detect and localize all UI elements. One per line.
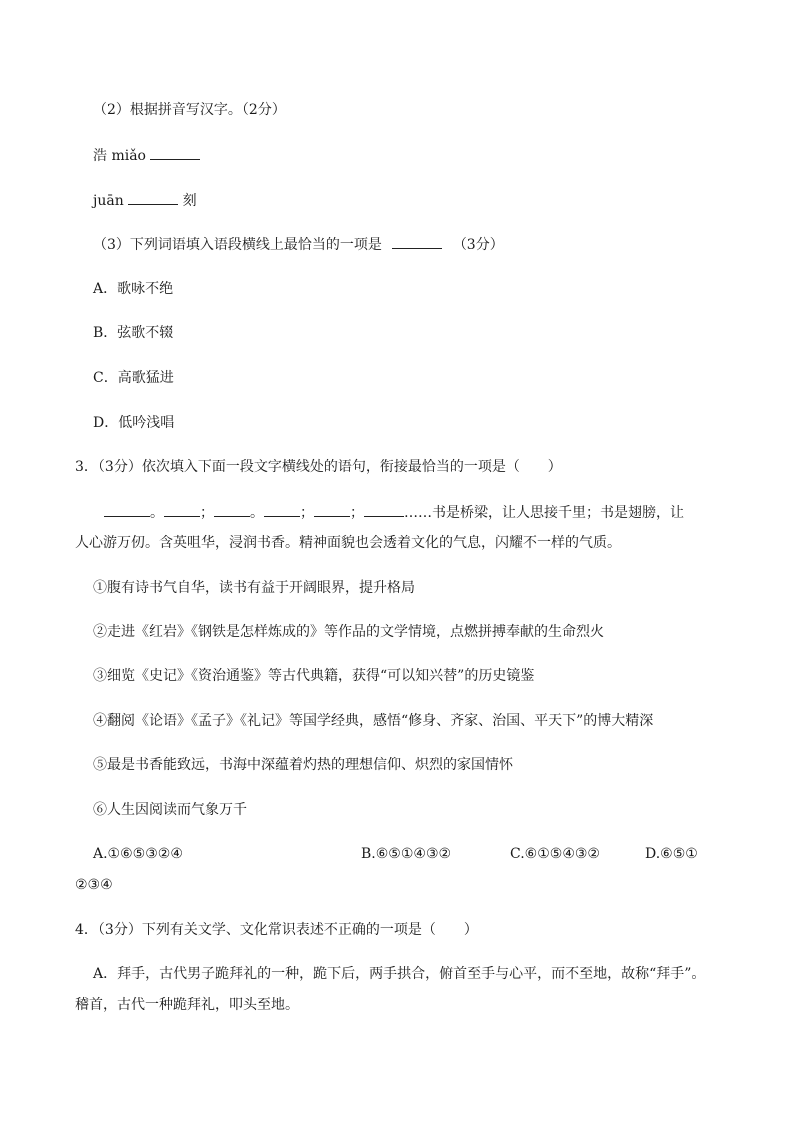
q2-option-b: B．弦歌不辍 [93,325,174,341]
choice-a: A.①⑥⑤③②④ [93,846,183,862]
q2-pinyin-2 [93,190,197,211]
answer-blank [214,502,250,517]
q2-option-d: D．低吟浅唱 [93,415,175,431]
pinyin-2-suffix: 刻 [182,193,197,209]
q3-sentence-3: ③细览《史记》《资治通鉴》等古代典籍，获得“可以知兴替”的历史镜鉴 [93,668,535,684]
choice-c: C.⑥①⑤④③② [510,846,600,862]
separator: ； [350,505,364,521]
answer-blank [314,502,350,517]
answer-blank [104,502,150,517]
q2-option-c: C．高歌猛进 [93,370,174,386]
q3-passage-line-1 [104,502,684,523]
sub3-score: （3分） [452,237,504,253]
separator: ； [200,505,214,521]
q3-choices [93,844,733,864]
q3-sentence-4: ④翻阅《论语》《孟子》《礼记》等国学经典，感悟“修身、齐家、治国、平天下”的博大精深 [93,713,654,729]
separator: 。 [250,505,264,521]
q4-option-a-line-1: A．拜手，古代男子跪拜礼的一种，跪下后，两手拱合，俯首至手与心平，而不至地，故称“拜手”。 [93,966,706,982]
sub3-text: （3）下列词语填入语段横线上最恰当的一项是 [93,237,382,253]
q3-passage-line-2: 人心游万仞。含英咀华，浸润书香。精神面貌也会透着文化的气息，闪耀不一样的气质。 [75,535,621,551]
q4-option-a-line-2: 稽首，古代一种跪拜礼，叩头至地。 [75,997,299,1013]
q2-pinyin-1 [93,145,200,166]
q3-stem: 3．（3分）依次填入下面一段文字横线处的语句，衔接最恰当的一项是（ ） [75,459,562,475]
answer-blank [392,234,442,249]
q4-stem: 4．（3分）下列有关文学、文化常识表述不正确的一项是（ ） [75,922,478,938]
q3-choice-d-continued: ②③④ [75,877,113,893]
q3-sentence-5: ⑤最是书香能致远，书海中深蕴着灼热的理想信仰、炽烈的家国情怀 [93,757,513,773]
q3-sentence-6: ⑥人生因阅读而气象万千 [93,802,247,818]
pinyin-1-text: 浩 miǎo [93,148,146,164]
separator: ； [300,505,314,521]
q2-sub2-prompt: （2）根据拼音写汉字。（2分） [93,102,286,118]
passage-text: ……书是桥梁，让人思接千里；书是翅膀，让 [404,505,684,521]
q2-option-a: A．歌咏不绝 [93,281,174,297]
q2-sub3-prompt [93,234,504,255]
q3-sentence-1: ①腹有诗书气自华，读书有益于开阔眼界，提升格局 [93,580,415,596]
answer-blank [150,145,200,160]
answer-blank [128,190,178,205]
choice-d: D.⑥⑤① [645,846,698,862]
choice-b: B.⑥⑤①④③② [361,846,452,862]
separator: 。 [150,505,164,521]
pinyin-2-text: juān [93,193,124,209]
answer-blank [164,502,200,517]
q3-sentence-2: ②走进《红岩》《钢铁是怎样炼成的》等作品的文学情境，点燃拼搏奉献的生命烈火 [93,624,604,640]
answer-blank [264,502,300,517]
answer-blank [364,502,404,517]
